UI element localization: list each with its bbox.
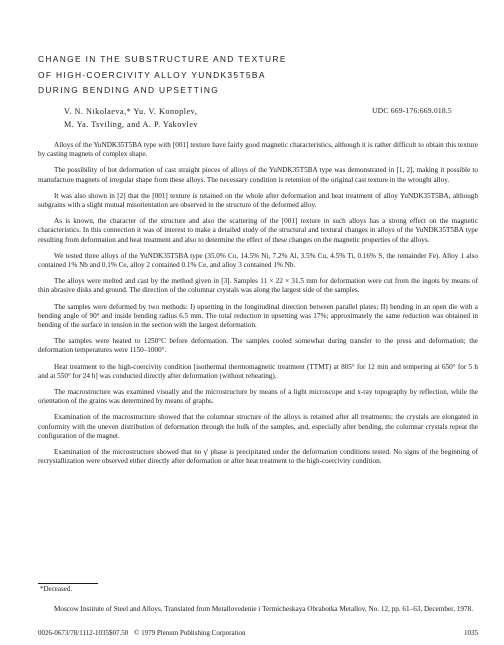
article-title [38, 52, 478, 99]
article-body [38, 141, 478, 473]
body-paragraph: Heat treatment to the high-coercivity condition [isothermal thermomagnetic treatment (TTMT) at 805° for 12 min and tempering at 650° for 5 h and at 550° for 24 h] was conducted directly after deformation (without reheating). [38, 362, 478, 380]
body-paragraph: Examination of the macrostructure showed that the columnar structure of the alloys is retained after all treatments; the crystals are elongated in conformity with the uneven distribution of deformation through the bulk of the samples, and, especially after bending, the columnar crystals repeat the configuration of the magnet. [38, 413, 478, 440]
affiliation-note: Moscow Institute of Steel and Alloys. Translated from Metallovedenie i Termicheskaya Obrabotka Metallov, No. 12, pp. 61–63, December, 1978. [54, 605, 473, 613]
author-list [64, 106, 364, 131]
body-paragraph: It was also shown in [2] that the [001] texture is retained on the whole after deformation and heat treatment of alloy YuNDK35T5BA, although subgrains with a slight mutual misorientation are observed in the structure of the deformed alloy. [38, 191, 478, 210]
body-paragraph: We tested three alloys of the YuNDK35T5BA type (35.0% Co, 14.5% Ni, 7.2% Al, 3.5% Cu, 4.5% Ti, 0.16% S, the remainder Fe). Alloy 1 also contained 1% Nb and 0.1% Ce, alloy 2 contained 0.1% Ce, and alloy 3 contained 1% Nb. [38, 251, 478, 270]
body-paragraph: Alloys of the YuNDK35T5BA type with [001] texture have fairly good magnetic characteristics, although it is rather difficult to obtain this texture by casting magnets of complex shape. [38, 141, 478, 159]
body-paragraph: The possibility of hot deformation of cast straight pieces of alloys of the YuNDK35T5BA type was demonstrated in [1, 2], making it possible to manufacture magnets of irregular shape from these alloys. The necessary condition is retention of the original cast texture in the wrought alloy. [38, 166, 478, 184]
footnote: *Deceased. [40, 585, 73, 593]
author-line: V. N. Nikolaeva,* Yu. V. Konoplev, [64, 107, 198, 116]
title-line: OF HIGH-COERCIVITY ALLOY YUNDK35T5BA [38, 69, 266, 80]
body-paragraph: Examination of the microstructure showed that no γ' phase is precipitated under the deformation conditions tested. No signs of the beginning of recrystallization were observed either directly after deformation or after heat treatment to the high-coercivity condition. [38, 448, 478, 466]
page-number: 1035 [464, 629, 478, 637]
body-paragraph: The macrostructure was examined visually and the microstructure by means of a light microscope and x-ray topography by reflection, while the orientation of the grains was determined by means of graphs. [38, 388, 478, 406]
copyright-notice: © 1979 Plenum Publishing Corporation [134, 629, 246, 637]
body-paragraph: The alloys were melted and cast by the method given in [3]. Samples 11 × 22 × 31.5 mm for deformation were cut from the ingots by means of thin abrasive disks and ground. The direction of the columnar crystals was along the largest side of the samples. [38, 277, 478, 295]
title-line: DURING BENDING AND UPSETTING [38, 85, 220, 95]
publication-code: 0026-0673/78/1112-1035$07.50 [38, 629, 129, 637]
footnote-divider [38, 583, 98, 584]
udc-code: UDC 669-176:669.018.5 [372, 106, 452, 115]
title-line: CHANGE IN THE SUBSTRUCTURE AND TEXTURE [38, 54, 287, 64]
author-line: M. Ya. Tsviling, and A. P. Yakovlev [64, 119, 198, 129]
body-paragraph: As is known, the character of the structure and also the scattering of the [001] texture in such alloys has a strong effect on the magnetic characteristics. In this connection it was of interest to make a detailed study of the structural and textural changes in alloys of the YuNDK35T5BA type resulting from deformation and heat treatment and also to determine the effect of these changes on the magnetic properties of the alloys. [38, 217, 478, 244]
body-paragraph: The samples were deformed by two methods: I) upsetting in the longitudinal direction between parallel plates; II) bending in an open die with a bending angle of 90° and inside bending radius 6.5 mm. The total reduction in upsetting was 17%; approximately the same reduction was obtained in bending of the surface in tension in the section with the largest deformation. [38, 302, 478, 330]
page-footer [38, 629, 478, 637]
body-paragraph: The samples were heated to 1250°C before deformation. The samples cooled somewhat during transfer to the press and deformation; the deformation temperatures were 1150–1000°. [38, 337, 478, 355]
